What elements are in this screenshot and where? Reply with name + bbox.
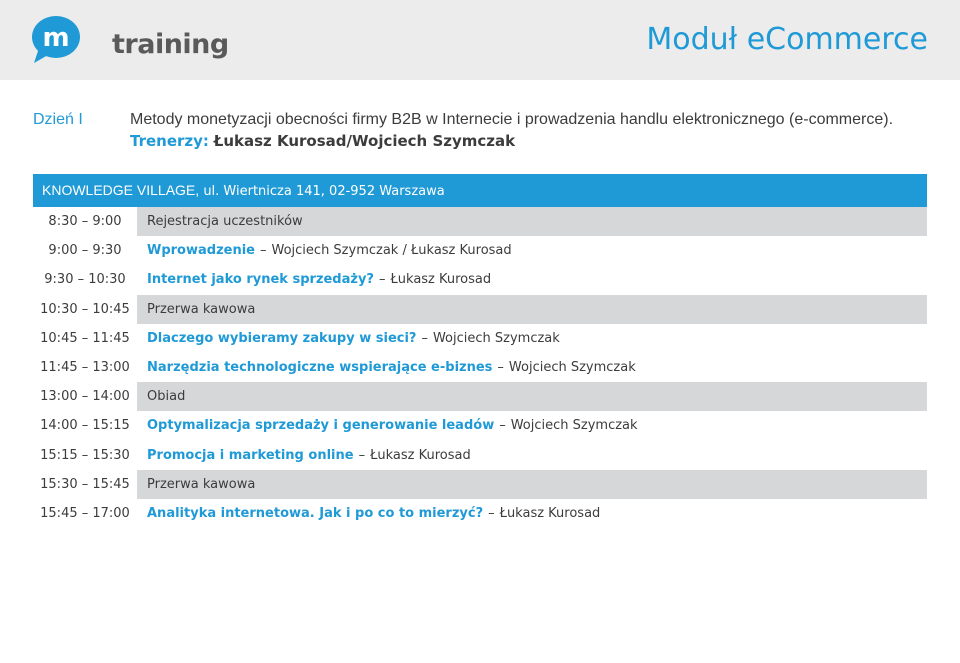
separator-dash: –	[421, 330, 428, 346]
separator-dash: –	[378, 272, 386, 288]
day-description: Metody monetyzacji obecności firmy B2B w Internecie i prowadzenia handlu elektronicznego (e-commerce).	[130, 111, 894, 128]
module-title: Moduł eCommerce	[646, 22, 928, 57]
schedule-row	[33, 470, 927, 499]
schedule-row	[33, 382, 927, 411]
separator-dash: –	[497, 360, 504, 376]
session-label: Przerwa kawowa	[147, 476, 256, 492]
session-speaker: Łukasz Kurosad	[499, 505, 601, 521]
session-speaker: Wojciech Szymczak / Łukasz Kurosad	[271, 243, 512, 259]
schedule-content	[137, 382, 927, 411]
schedule-row	[33, 411, 927, 440]
schedule-time: 11:45 – 13:00	[40, 360, 130, 376]
separator-dash: –	[358, 447, 366, 463]
schedule-row	[33, 324, 927, 353]
schedule-time: 10:45 – 11:45	[40, 330, 130, 346]
schedule-content	[137, 499, 927, 528]
page-header	[0, 0, 960, 80]
session-label: Obiad	[147, 389, 186, 405]
session-title: Promocja i marketing online	[147, 447, 354, 463]
schedule-time: 9:30 – 10:30	[44, 272, 126, 288]
session-label: Rejestracja uczestników	[147, 214, 303, 230]
trainers-names: Łukasz Kurosad/Wojciech Szymczak	[213, 132, 516, 150]
schedule-row	[33, 353, 927, 382]
mtraining-logo	[30, 13, 229, 69]
session-label: Przerwa kawowa	[147, 301, 256, 317]
schedule-row	[33, 265, 927, 294]
session-title: Internet jako rynek sprzedaży?	[147, 272, 374, 288]
session-speaker: Łukasz Kurosad	[370, 447, 471, 463]
schedule-content	[137, 353, 927, 382]
session-speaker: Łukasz Kurosad	[390, 272, 492, 288]
schedule-row	[33, 295, 927, 324]
separator-dash: –	[260, 243, 267, 259]
session-title: Wprowadzenie	[147, 243, 255, 259]
session-title: Dlaczego wybieramy zakupy w sieci?	[147, 330, 417, 346]
schedule-content	[137, 441, 927, 470]
trainers-label: Trenerzy:	[130, 132, 209, 150]
session-speaker: Wojciech Szymczak	[432, 330, 560, 346]
session-title: Optymalizacja sprzedaży i generowanie leadów	[147, 418, 495, 434]
schedule-time: 14:00 – 15:15	[40, 418, 130, 434]
schedule-time: 8:30 – 9:00	[48, 214, 122, 230]
schedule-content	[137, 265, 927, 294]
schedule-table	[33, 207, 927, 528]
day-label: Dzień I	[33, 111, 83, 128]
schedule-content	[137, 295, 927, 324]
schedule-time: 15:15 – 15:30	[40, 447, 130, 463]
session-speaker: Wojciech Szymczak	[510, 418, 638, 434]
schedule-row	[33, 499, 927, 528]
venue-bar	[33, 174, 927, 207]
schedule-time: 9:00 – 9:30	[48, 243, 122, 259]
schedule-row	[33, 207, 927, 236]
schedule-content	[137, 324, 927, 353]
schedule-time: 15:45 – 17:00	[40, 505, 130, 521]
schedule-content	[137, 236, 927, 265]
schedule-time: 10:30 – 10:45	[40, 301, 130, 317]
schedule-row	[33, 441, 927, 470]
schedule-row	[33, 236, 927, 265]
svg-text:m: m	[42, 23, 70, 53]
schedule-time: 13:00 – 14:00	[40, 389, 130, 405]
venue-address: ul. Wiertnicza 141, 02-952 Warszawa	[203, 184, 445, 199]
separator-dash: –	[499, 418, 506, 434]
schedule-time: 15:30 – 15:45	[40, 476, 130, 492]
session-title: Analityka internetowa. Jak i po co to mierzyć?	[147, 505, 484, 521]
logo-bubble-icon	[30, 13, 86, 65]
session-speaker: Wojciech Szymczak	[508, 360, 636, 376]
schedule-content	[137, 470, 927, 499]
schedule-content	[137, 207, 927, 236]
venue-name: KNOWLEDGE VILLAGE,	[42, 182, 200, 198]
separator-dash: –	[488, 505, 495, 521]
trainers-line	[130, 132, 515, 150]
session-title: Narzędzia technologiczne wspierające e-biznes	[147, 360, 493, 376]
logo-text: training	[112, 29, 229, 60]
schedule-content	[137, 411, 927, 440]
